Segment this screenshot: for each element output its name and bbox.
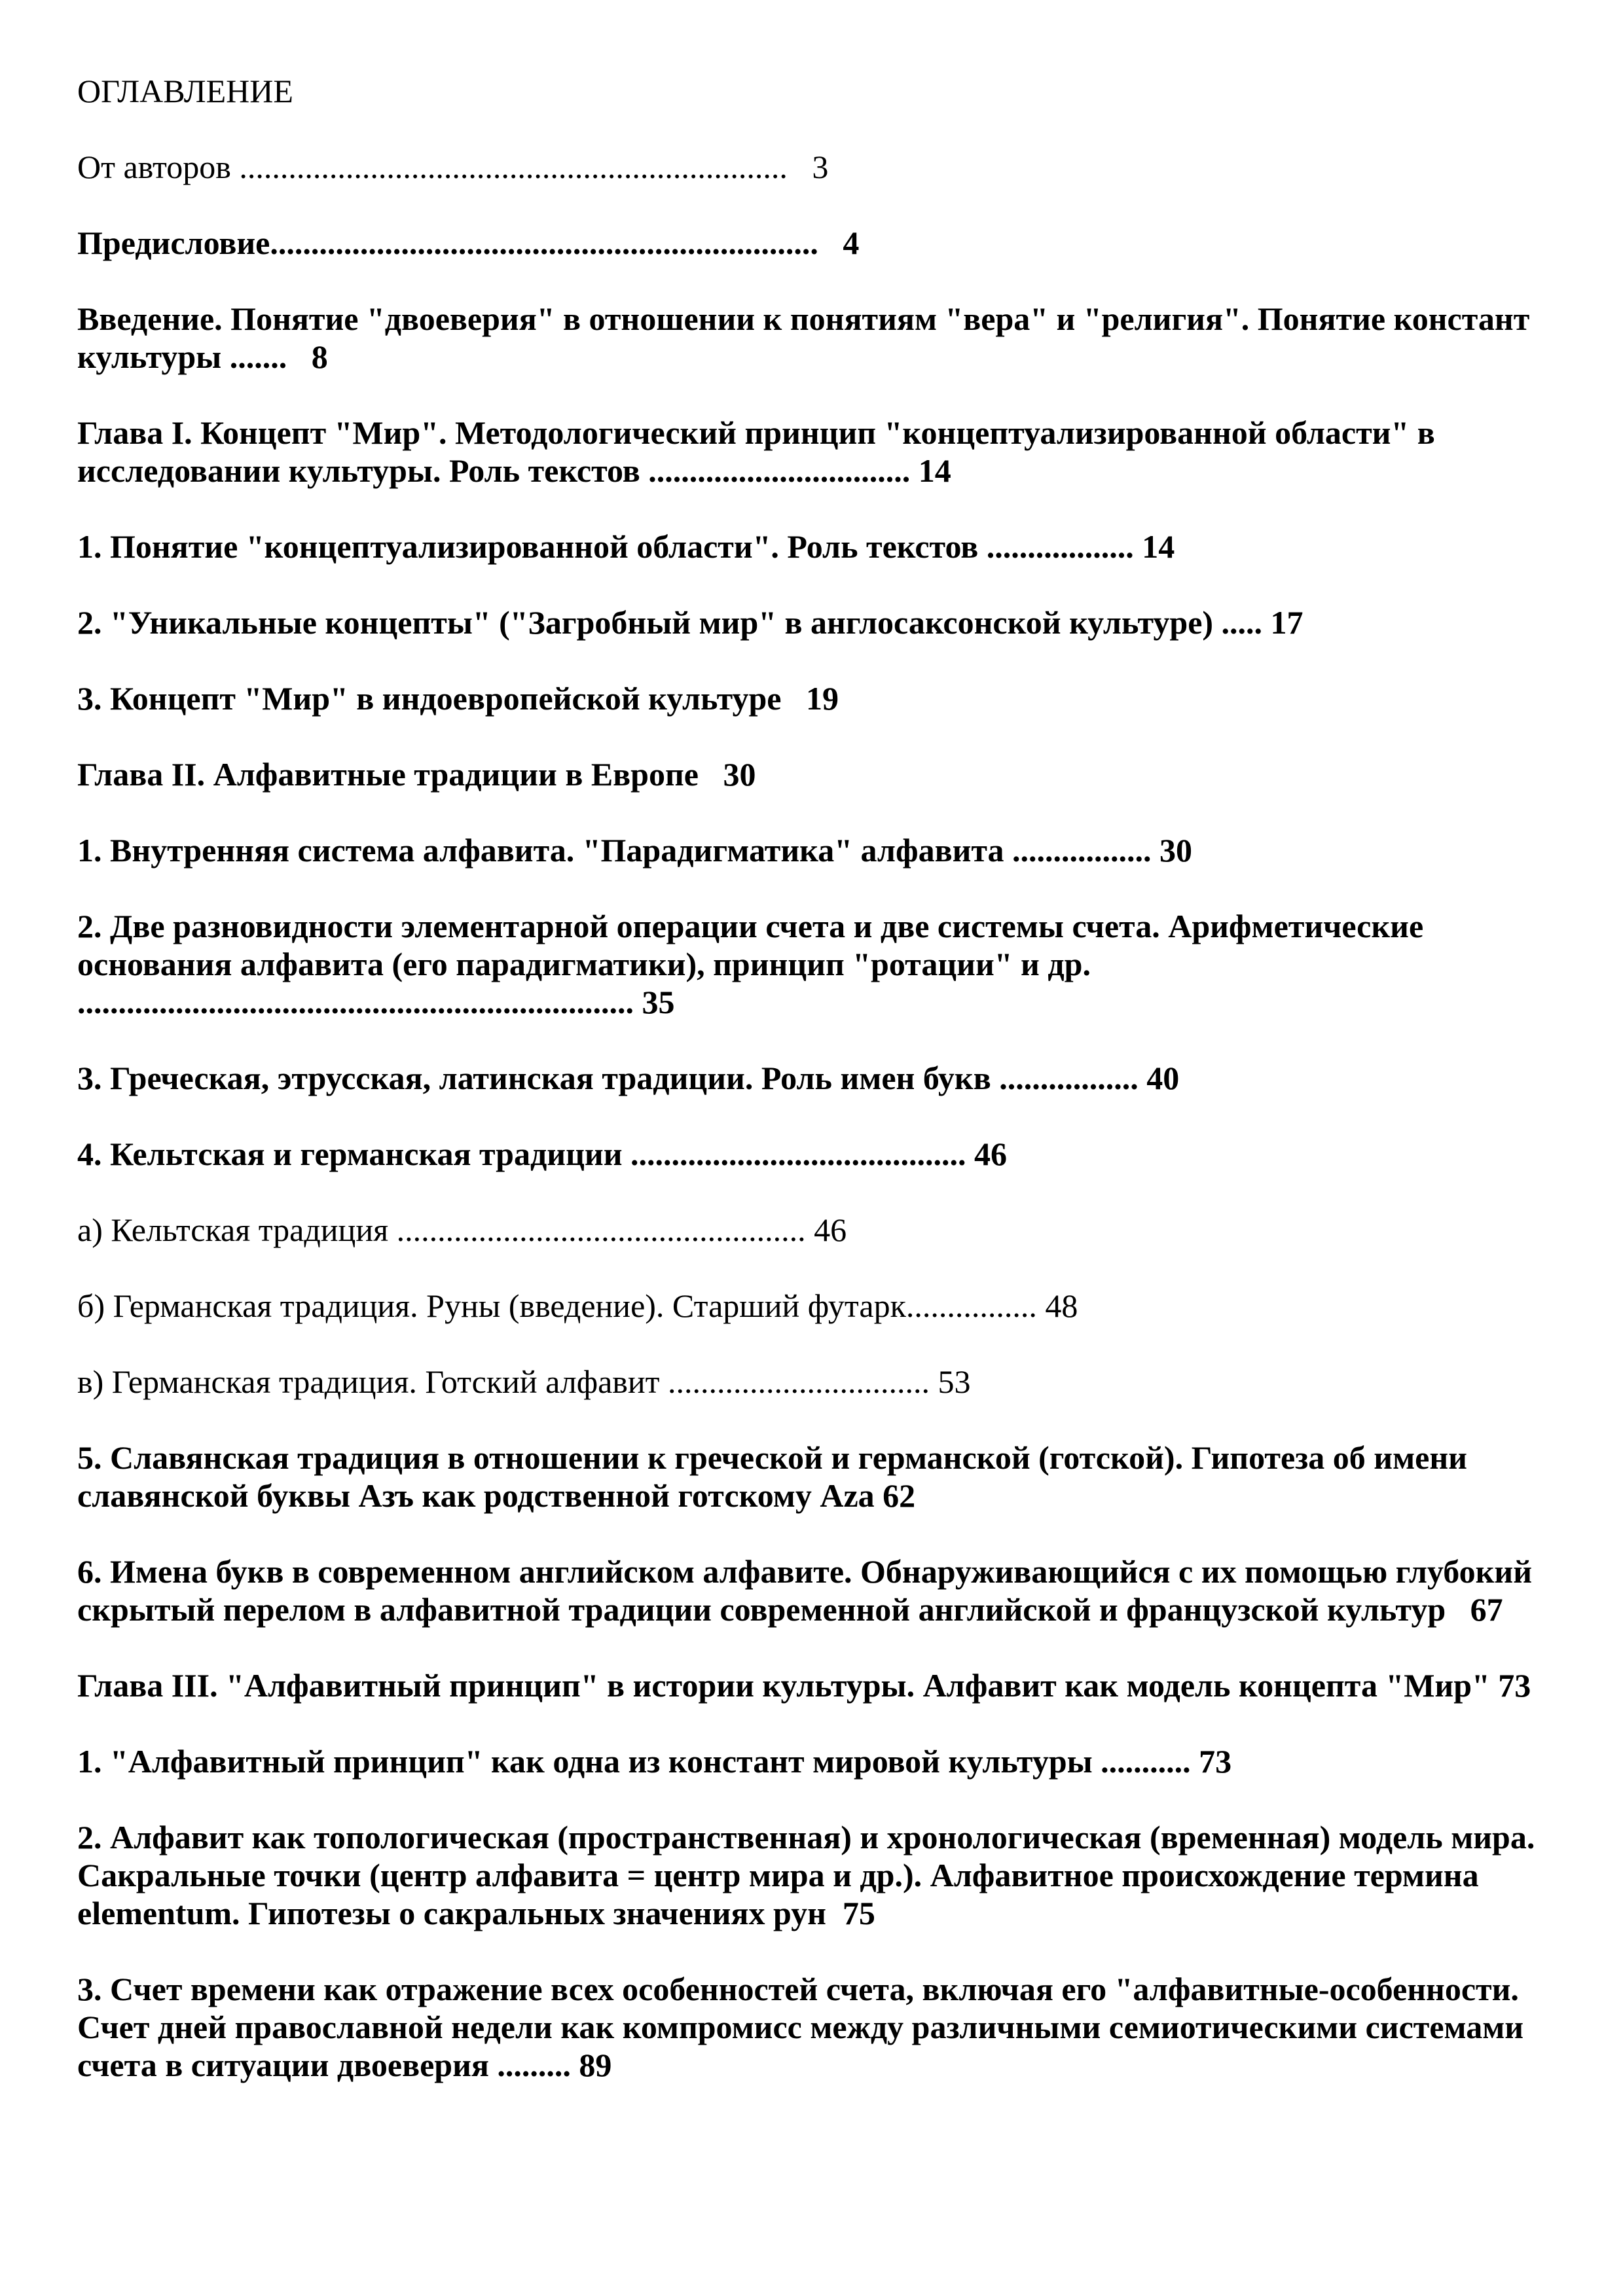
toc-page [77, 72, 1557, 2122]
toc-entry: 1. Понятие "концептуализированной области". Роль текстов .................. 14 [77, 528, 1175, 565]
toc-entry: 5. Славянская традиция в отношении к греческой и германской (готской). Гипотеза об имени славянской буквы Азъ как родственной готскому Aza 62 [77, 1439, 1476, 1514]
toc-entry: Глава II. Алфавитные традиции в Европе 30 [77, 756, 756, 793]
toc-entry: Предисловие................................................................... 4 [77, 224, 860, 261]
toc-entry: в) Германская традиция. Готский алфавит ................................ 53 [77, 1363, 971, 1400]
toc-entry: 3. Концепт "Мир" в индоевропейской культуре 19 [77, 680, 839, 717]
toc-entry: 1. "Алфавитный принцип" как одна из констант мировой культуры ........... 73 [77, 1743, 1232, 1780]
toc-entry: Глава III. "Алфавитный принцип" в истории культуры. Алфавит как модель концепта "Мир" 73 [77, 1667, 1531, 1704]
toc-entry: 6. Имена букв в современном английском алфавите. Обнаруживающийся с их помощью глубокий скрытый перелом в алфавитной традиции современной английской и французской культур 67 [77, 1553, 1541, 1628]
toc-entry: 4. Кельтская и германская традиции ......................................... 46 [77, 1136, 1008, 1172]
toc-entry: а) Кельтская традиция .................................................. 46 [77, 1211, 847, 1248]
toc-entry: 2. Две разновидности элементарной операции счета и две системы счета. Арифметические основания алфавита (его парадигматики), принцип "ротации" и др. .................................................................... 35 [77, 908, 1432, 1020]
toc-entry: 3. Греческая, этрусская, латинская традиции. Роль имен букв ................. 40 [77, 1060, 1180, 1096]
toc-entry: 1. Внутренняя система алфавита. "Парадигматика" алфавита ................. 30 [77, 832, 1193, 869]
toc-entry: 2. Алфавит как топологическая (пространственная) и хронологическая (временная) модель мира. Сакральные точки (центр алфавита = центр мира и др.). Алфавитное происхождение термина elementum. Гипотезы о сакральных значениях рун 75 [77, 1819, 1543, 1931]
toc-entry: 3. Счет времени как отражение всех особенностей счета, включая его "алфавитные-особенности. Счет дней православной недели как компромисс между различными семиотическими системами счета в ситуации двоеверия ......... 89 [77, 1971, 1532, 2083]
toc-entry: 2. "Уникальные концепты" ("Загробный мир" в англосаксонской культуре) ..... 17 [77, 604, 1304, 641]
toc-heading: ОГЛАВЛЕНИЕ [77, 73, 293, 109]
toc-entry: От авторов ................................................................... 3 [77, 149, 829, 185]
toc-entry: Глава I. Концепт "Мир". Методологический принцип "концептуализированной области" в исследовании культуры. Роль текстов ................................ 14 [77, 414, 1444, 489]
toc-entry: Введение. Понятие "двоеверия" в отношении к понятиям "вера" и "религия". Понятие констант культуры ....... 8 [77, 300, 1538, 375]
toc-entry: б) Германская традиция. Руны (введение). Старший футарк................ 48 [77, 1287, 1078, 1324]
toc-list [77, 148, 1557, 2084]
